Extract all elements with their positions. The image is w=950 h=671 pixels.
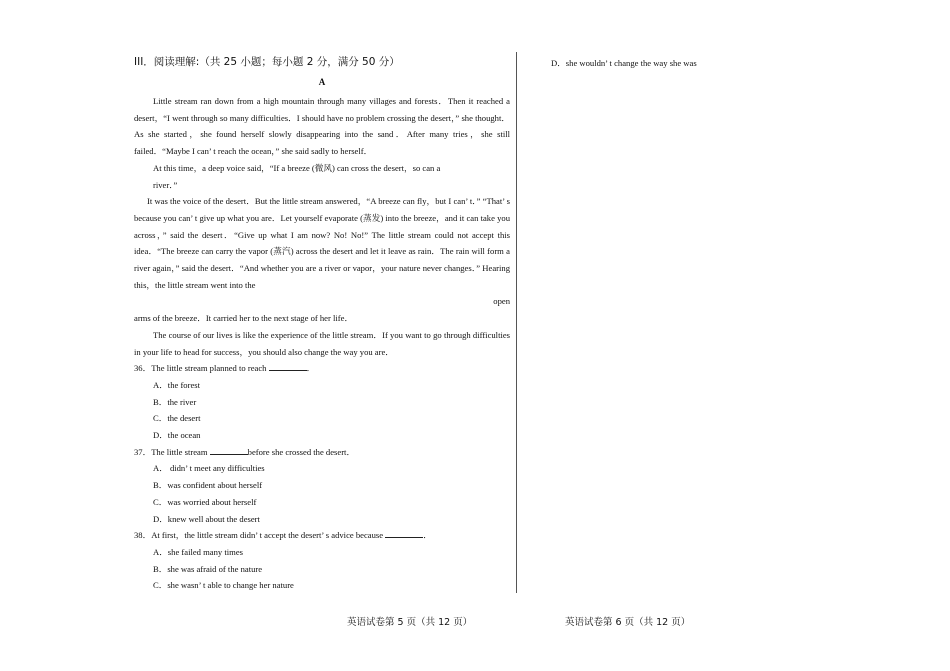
- passage-paragraph-3: It was the voice of the desert．But the little stream answered，“A breeze can fly，but I can’ t．” “That’ s because you can’ t give up what you are．Let yourself evaporate (蒸发) into the breeze，and it can take you across，” said the desert．“Give up what I am now? No! No!” The little stream could not accept this idea．“The breeze can carry the vapor (蒸汽) across the desert and let it leave as rain．The rain will form a river again，” said the desert．“And whether you are a river or vapor，your nature never changes．” Hearing this，the little stream went into the: [134, 196, 510, 290]
- option-38-c: C．she wasn’ t able to change her nature: [153, 580, 294, 591]
- passage-paragraph-3-end: open: [493, 296, 510, 307]
- option-36-b: B．the river: [153, 396, 197, 407]
- option-36-d: D．the ocean: [153, 430, 201, 441]
- option-37-b: B．was confident about herself: [153, 480, 263, 491]
- option-37-a: A． didn’ t meet any difficulties: [153, 463, 265, 474]
- answer-blank: [385, 528, 423, 538]
- passage-paragraph-4: The course of our lives is like the experience of the little stream．If you want to go through difficulties in your life to head for success，you should also change the way you are．: [134, 329, 510, 357]
- question-text: 37．The little stream: [134, 446, 210, 457]
- passage-paragraph-3b: arms of the breeze．It carried her to the next stage of her life．: [134, 313, 354, 324]
- answer-blank: [210, 445, 248, 455]
- option-38-b: B．she was afraid of the nature: [153, 563, 263, 574]
- question-37: [134, 444, 510, 461]
- section-title: III．阅读理解:（共 25 小题；每小题 2 分，满分 50 分）: [134, 56, 400, 68]
- question-text-end: ．: [423, 530, 432, 541]
- question-text: 38．At first，the little stream didn’ t accept the desert’ s advice because: [134, 530, 386, 541]
- page-footer-right: 英语试卷第 6 页（共 12 页）: [565, 617, 691, 628]
- passage-letter: A: [318, 77, 326, 87]
- question-38: [134, 527, 510, 544]
- page-footer-left: 英语试卷第 5 页（共 12 页）: [347, 617, 473, 628]
- column-divider: [516, 52, 517, 593]
- question-text-end: before she crossed the desert．: [247, 446, 356, 457]
- question-text: 36．The little stream planned to reach: [134, 363, 269, 374]
- passage-paragraph-2a: At this time，a deep voice said，“If a breeze (微风) can cross the desert，so can a: [153, 162, 441, 173]
- option-38-a: A．she failed many times: [153, 546, 243, 557]
- option-36-a: A．the forest: [153, 379, 201, 390]
- right-column: [551, 55, 891, 72]
- option-36-c: C．the desert: [153, 413, 201, 424]
- question-text-end: ．: [306, 363, 316, 374]
- option-37-c: C．was worried about herself: [153, 496, 257, 507]
- option-37-d: D．knew well about the desert: [153, 513, 260, 524]
- question-36: [134, 360, 510, 377]
- passage-paragraph-1: Little stream ran down from a high mountain through many villages and forests．Then it reached a desert，“I went through so many difficulties．I should have no problem crossing the desert，” she thought．As she started，she found herself slowly disappearing into the sand．After many tries，she still failed．“Maybe I can’ t reach the ocean，” she said sadly to herself．: [134, 96, 510, 157]
- option-38-d: D．she wouldn’ t change the way she was: [551, 58, 697, 68]
- answer-blank: [269, 361, 307, 371]
- passage-paragraph-2b: river．”: [153, 179, 178, 190]
- left-column: [134, 55, 510, 594]
